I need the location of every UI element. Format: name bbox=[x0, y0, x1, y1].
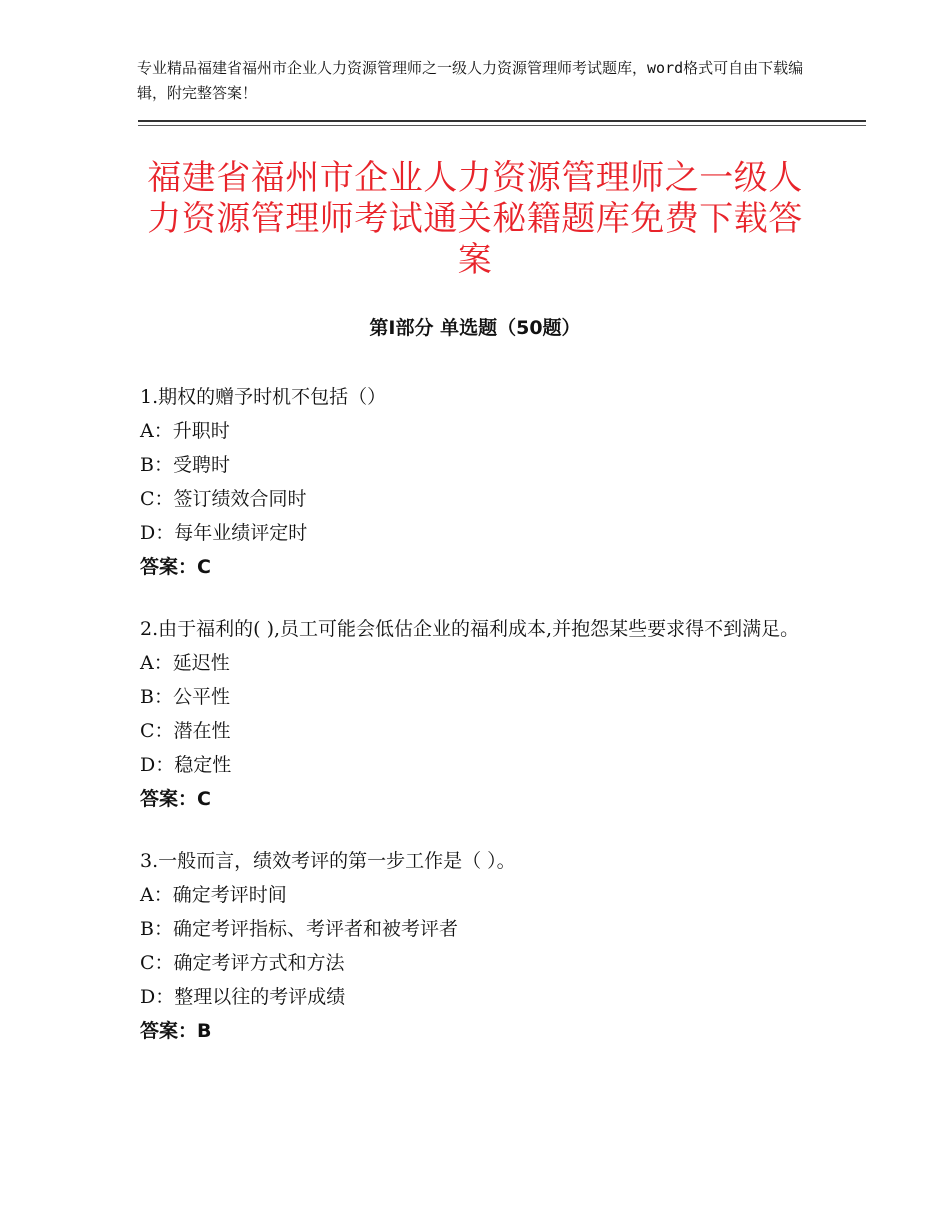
answer-line: 答案：B bbox=[140, 1020, 212, 1042]
option-d: D：每年业绩评定时 bbox=[140, 522, 308, 544]
option-c: C：确定考评方式和方法 bbox=[140, 952, 345, 974]
option-a: A：确定考评时间 bbox=[140, 884, 287, 906]
question-stem: 2.由于福利的( ),员工可能会低估企业的福利成本,并抱怨某些要求得不到满足。 bbox=[140, 618, 800, 640]
answer-line: 答案：C bbox=[140, 556, 211, 578]
option-a: A：升职时 bbox=[140, 420, 230, 442]
option-c: C：签订绩效合同时 bbox=[140, 488, 307, 510]
header-divider-thick bbox=[138, 120, 866, 122]
question-3 bbox=[140, 844, 820, 1048]
question-stem: 1.期权的赠予时机不包括（） bbox=[140, 386, 387, 408]
answer-line: 答案：C bbox=[140, 788, 211, 810]
header-divider-thin bbox=[138, 125, 866, 126]
question-list bbox=[140, 380, 820, 1076]
option-b: B：受聘时 bbox=[140, 454, 230, 476]
question-1 bbox=[140, 380, 820, 584]
question-2 bbox=[140, 612, 820, 816]
option-d: D：整理以往的考评成绩 bbox=[140, 986, 346, 1008]
question-stem: 3.一般而言，绩效考评的第一步工作是（ ）。 bbox=[140, 850, 516, 872]
header-note: 专业精品福建省福州市企业人力资源管理师之一级人力资源管理师考试题库，word格式可自由下载编辑，附完整答案！ bbox=[137, 59, 804, 102]
option-c: C：潜在性 bbox=[140, 720, 231, 742]
section-title: 第Ⅰ部分 单选题（50题） bbox=[369, 317, 581, 339]
document-title: 福建省福州市企业人力资源管理师之一级人力资源管理师考试通关秘籍题库免费下载答案 bbox=[147, 158, 803, 280]
option-d: D：稳定性 bbox=[140, 754, 232, 776]
option-b: B：确定考评指标、考评者和被考评者 bbox=[140, 918, 458, 940]
option-a: A：延迟性 bbox=[140, 652, 230, 674]
option-b: B：公平性 bbox=[140, 686, 230, 708]
